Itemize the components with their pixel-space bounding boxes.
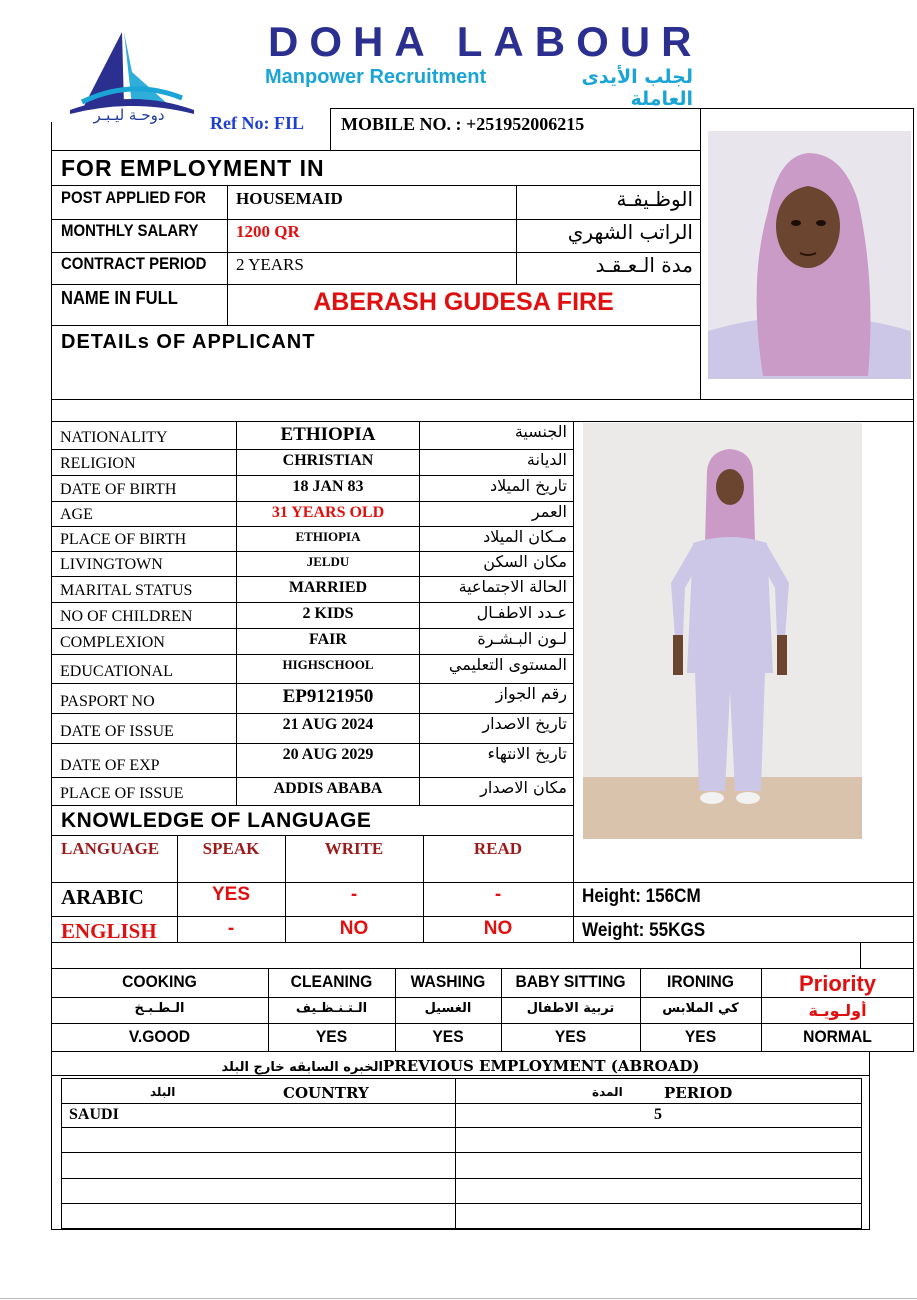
row-line	[61, 1178, 861, 1179]
ref-number: Ref No: FIL	[210, 113, 304, 133]
col-line	[860, 942, 861, 968]
applicant-label-arabic: تاريخ الانتهاء	[487, 744, 567, 763]
previous-period-value: 5	[654, 1106, 662, 1123]
skill-level: YES	[554, 1027, 587, 1046]
language-header: SPEAK	[202, 839, 260, 858]
skill-name-arabic: الـطـبـخ	[134, 1001, 185, 1016]
applicant-label-arabic: مكان السكن	[483, 552, 567, 571]
weight-value: Weight: 55KGS	[582, 920, 706, 941]
employment-label: POST APPLIED FOR	[61, 188, 206, 207]
applicant-label-arabic: مـكان الميلاد	[483, 527, 567, 546]
applicant-label-arabic: العمر	[531, 502, 567, 521]
row-line	[61, 1127, 861, 1128]
row-line	[51, 526, 573, 527]
photo-left-border	[700, 108, 701, 399]
applicant-label-arabic: تاريخ الاصدار	[482, 714, 567, 733]
language-read: NO	[483, 918, 513, 939]
applicant-label: PASPORT NO	[60, 693, 155, 710]
applicant-value: ADDIS ABABA	[273, 780, 383, 797]
language-header: LANGUAGE	[61, 839, 160, 858]
employment-heading: FOR EMPLOYMENT IN	[61, 155, 325, 181]
company-tagline-arabic: لجلب الأيدى العاملة	[581, 66, 693, 110]
row-line	[51, 1051, 914, 1052]
row-line	[51, 628, 573, 629]
skill-name: CLEANING	[290, 972, 373, 991]
applicant-value: HIGHSCHOOL	[282, 657, 374, 672]
language-write: NO	[339, 918, 369, 939]
applicant-label-arabic: الديانة	[526, 450, 567, 469]
skill-level: V.GOOD	[128, 1027, 191, 1046]
applicant-label-arabic: مكان الاصدار	[480, 778, 567, 797]
row-line	[51, 713, 573, 714]
applicant-label-arabic: عـدد الاطفـال	[476, 603, 567, 622]
row-line	[51, 942, 914, 943]
outer-right-border-lower	[869, 1051, 870, 1230]
language-speak: -	[227, 918, 235, 939]
row-line	[51, 399, 914, 400]
applicant-value: 18 JAN 83	[292, 478, 364, 495]
skill-name-arabic: تربية الاطفال	[526, 1001, 615, 1016]
language-heading: KNOWLEDGE OF LANGUAGE	[61, 809, 372, 832]
applicant-label: LIVINGTOWN	[60, 556, 163, 573]
applicant-label: COMPLEXION	[60, 634, 165, 651]
applicant-value: FAIR	[309, 631, 347, 648]
row-line	[51, 916, 914, 917]
employment-value: 1200 QR	[236, 222, 300, 241]
row-line	[51, 654, 573, 655]
applicant-label-arabic: تاريخ الميلاد	[490, 476, 567, 495]
row-line	[51, 284, 700, 285]
row-line	[51, 551, 573, 552]
row-line	[51, 501, 573, 502]
language-write: -	[350, 884, 358, 905]
skill-level: YES	[432, 1027, 464, 1046]
page-edge	[0, 1298, 917, 1299]
col-line	[573, 421, 574, 942]
period-header-arabic: المدة	[592, 1085, 623, 1099]
skill-name: Priority	[798, 971, 877, 996]
applicant-value: 2 KIDS	[302, 605, 354, 622]
skill-level: YES	[684, 1027, 717, 1046]
row-line	[51, 1023, 914, 1024]
skill-name: BABY SITTING	[515, 972, 626, 991]
applicant-value: EP9121950	[282, 686, 374, 707]
ref-divider	[330, 108, 331, 150]
outer-right-border	[913, 108, 914, 1051]
row-line	[51, 683, 573, 684]
country-header: COUNTRY	[283, 1084, 369, 1102]
applicant-label: DATE OF EXP	[60, 757, 160, 774]
applicant-value: MARRIED	[288, 579, 368, 596]
employment-label-arabic: مدة الـعـقـد	[595, 253, 693, 277]
skill-name-arabic: أولـويـة	[808, 1001, 867, 1020]
skill-name-arabic: الغسيل	[424, 1001, 472, 1016]
skill-name: WASHING	[410, 972, 486, 991]
applicant-label-arabic: الحالة الاجتماعية	[458, 577, 567, 596]
applicant-label-arabic: رقم الجواز	[495, 684, 567, 703]
employment-label: CONTRACT PERIOD	[61, 254, 207, 273]
previous-country-value: SAUDI	[69, 1106, 119, 1123]
company-name: DOHA LABOUR	[268, 18, 703, 65]
language-read: -	[494, 884, 502, 905]
skill-level: YES	[315, 1027, 348, 1046]
row-line	[51, 882, 914, 883]
language-speak: YES	[211, 884, 251, 905]
applicant-label-arabic: لـون البـشـرة	[477, 629, 567, 648]
col-line	[419, 421, 420, 805]
applicant-label: DATE OF ISSUE	[60, 723, 174, 740]
employment-label: MONTHLY SALARY	[61, 221, 199, 240]
applicant-label: DATE OF BIRTH	[60, 481, 177, 498]
applicant-value: JELDU	[306, 554, 350, 569]
name-label: NAME IN FULL	[61, 288, 178, 308]
height-value: Height: 156CM	[582, 886, 701, 907]
row-line	[51, 150, 700, 151]
employment-label-arabic: الوظـيفـة	[616, 187, 693, 211]
previous-employment-title-arabic: الخبره السابقه خارج البلد	[221, 1060, 383, 1075]
bottom-border	[51, 1229, 869, 1230]
row-line	[61, 1152, 861, 1153]
applicant-label: RELIGION	[60, 455, 136, 472]
country-header-arabic: البلد	[150, 1085, 176, 1099]
details-heading: DETAILs OF APPLICANT	[61, 331, 316, 353]
language-header: READ	[473, 839, 523, 858]
language-header: WRITE	[324, 839, 384, 858]
previous-employment-table	[61, 1078, 862, 1229]
photo-top-border	[700, 108, 914, 109]
col-line	[423, 835, 424, 942]
row-line	[51, 997, 914, 998]
applicant-label: EDUCATIONAL	[60, 663, 173, 680]
skill-name: IRONING	[667, 972, 734, 991]
applicant-value: ETHIOPIA	[295, 529, 361, 544]
full-name: ABERASH GUDESA FIRE	[313, 288, 614, 316]
row-line	[61, 1203, 861, 1204]
row-line	[51, 835, 573, 836]
full-body-photo	[583, 423, 862, 839]
applicant-value: 31 YEARS OLD	[271, 504, 385, 521]
applicant-label-arabic: المستوى التعليمي	[448, 655, 567, 674]
row-line	[51, 475, 573, 476]
previous-employment-title-english: PREVIOUS EMPLOYMENT (ABROAD)	[382, 1057, 700, 1075]
col-line	[285, 835, 286, 942]
applicant-label: NO OF CHILDREN	[60, 608, 193, 625]
applicant-label: MARITAL STATUS	[60, 582, 193, 599]
row-line	[51, 805, 573, 806]
row-line	[61, 1103, 861, 1104]
col-line	[516, 185, 517, 284]
row-line	[51, 777, 573, 778]
applicant-value: 20 AUG 2029	[282, 746, 374, 763]
row-line	[51, 1075, 869, 1076]
skill-name-arabic: كي الملابس	[662, 1001, 739, 1016]
skill-name-arabic: الـتـنـظـيف	[295, 1001, 368, 1016]
col-line	[455, 1078, 456, 1228]
col-line	[177, 835, 178, 942]
company-tagline-english: Manpower Recruitment	[265, 66, 487, 88]
applicant-label: AGE	[60, 506, 93, 523]
row-line	[51, 185, 700, 186]
row-line	[51, 576, 573, 577]
applicant-label: NATIONALITY	[60, 429, 168, 446]
employment-label-arabic: الراتب الشهري	[567, 220, 693, 244]
skill-level: NORMAL	[803, 1027, 872, 1046]
period-header: PERIOD	[664, 1084, 733, 1102]
row-line	[51, 602, 573, 603]
portrait-photo	[708, 131, 911, 379]
applicant-label: PLACE OF BIRTH	[60, 531, 187, 548]
language-name: ARABIC	[61, 885, 144, 909]
row-line	[51, 743, 573, 744]
skill-name: COOKING	[122, 972, 197, 991]
row-line	[51, 325, 700, 326]
language-name: ENGLISH	[61, 919, 157, 943]
logo-text-arabic: دوحـة ليـبـر	[93, 106, 165, 124]
applicant-label-arabic: الجنسية	[514, 422, 567, 441]
applicant-label: PLACE OF ISSUE	[60, 785, 184, 802]
mobile-top-border	[330, 108, 700, 109]
employment-value: HOUSEMAID	[236, 189, 343, 208]
applicant-value: CHRISTIAN	[282, 452, 374, 469]
row-line	[51, 449, 573, 450]
employment-value: 2 YEARS	[236, 255, 304, 274]
applicant-value: ETHIOPIA	[280, 424, 376, 445]
col-line	[236, 421, 237, 805]
row-line	[51, 968, 914, 969]
applicant-value: 21 AUG 2024	[282, 716, 374, 733]
previous-employment-title	[52, 1057, 869, 1076]
mobile-number: MOBILE NO. : +251952006215	[341, 114, 585, 134]
